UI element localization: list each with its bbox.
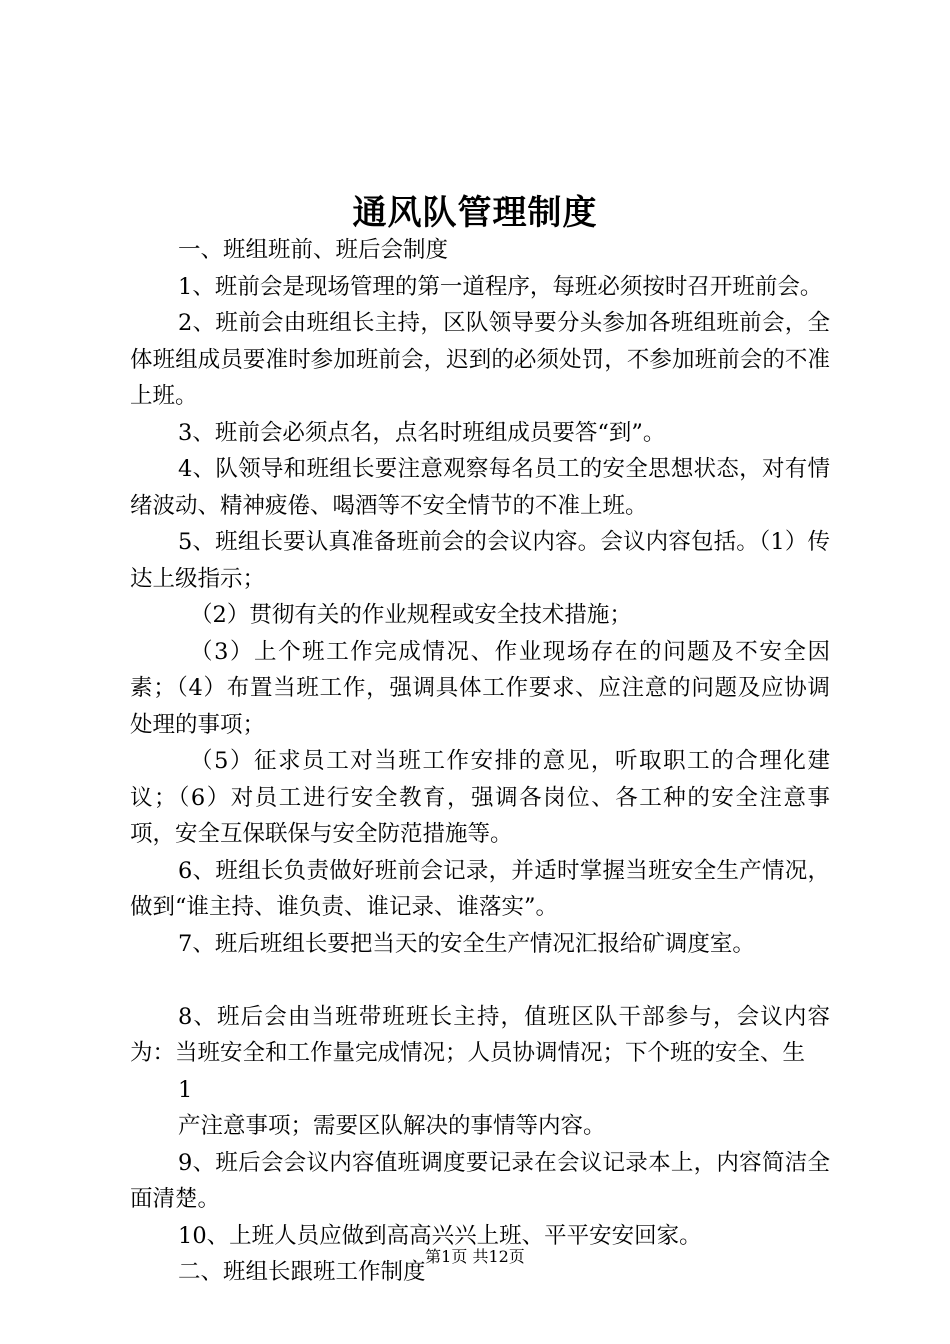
paragraph-10: 10、上班人员应做到高高兴兴上班、平平安安回家。 — [178, 1222, 702, 1249]
paragraph-5-item-5-6: （5）征求员工对当班工作安排的意见，听取职工的合理化建议；（6）对员工进行安全教育，强调各岗位、各工种的安全注意事项，安全互保联保与安全防范措施等。 — [130, 748, 830, 847]
paragraph-3: 3、班前会必须点名，点名时班组成员要答“到”。 — [178, 419, 666, 446]
section-heading-1: 一、班组班前、班后会制度 — [178, 237, 449, 263]
page-footer: 第1页 共12页 — [425, 1247, 525, 1266]
paragraph-7: 7、班后班组长要把当天的安全生产情况汇报给矿调度室。 — [178, 930, 755, 957]
inline-page-number: 1 — [178, 1076, 193, 1103]
document-title: 通风队管理制度 — [352, 193, 598, 233]
paragraph-6: 6、班组长负责做好班前会记录，并适时掌握当班安全生产情况，做到“谁主持、谁负责、谁记录、谁落实”。 — [130, 857, 830, 920]
paragraph-5-item-2: （2）贯彻有关的作业规程或安全技术措施； — [190, 602, 632, 628]
paragraph-1: 1、班前会是现场管理的第一道程序，每班必须按时召开班前会。 — [178, 273, 823, 300]
section-heading-2: 二、班组长跟班工作制度 — [178, 1259, 426, 1285]
paragraph-8: 8、班后会由当班带班班长主持，值班区队干部参与，会议内容为：当班安全和工作量完成情况；人员协调情况；下个班的安全、生 — [130, 1003, 830, 1066]
paragraph-4: 4、队领导和班组长要注意观察每名员工的安全思想状态，对有情绪波动、精神疲倦、喝酒等不安全情节的不准上班。 — [130, 456, 830, 519]
paragraph-2: 2、班前会由班组长主持，区队领导要分头参加各班组班前会，全体班组成员要准时参加班前会，迟到的必须处罚，不参加班前会的不准上班。 — [130, 310, 830, 409]
blank-line — [130, 962, 830, 999]
paragraph-5-item-3-4: （3）上个班工作完成情况、作业现场存在的问题及不安全因素；（4）布置当班工作，强调具体工作要求、应注意的问题及应协调处理的事项； — [130, 638, 830, 738]
paragraph-9: 9、班后会会议内容值班调度要记录在会议记录本上，内容简洁全面清楚。 — [130, 1149, 830, 1212]
document-body — [130, 232, 830, 1291]
paragraph-8-continued: 产注意事项；需要区队解决的事情等内容。 — [178, 1113, 606, 1139]
paragraph-5: 5、班组长要认真准备班前会的会议内容。会议内容包括。（1）传达上级指示； — [130, 529, 830, 592]
